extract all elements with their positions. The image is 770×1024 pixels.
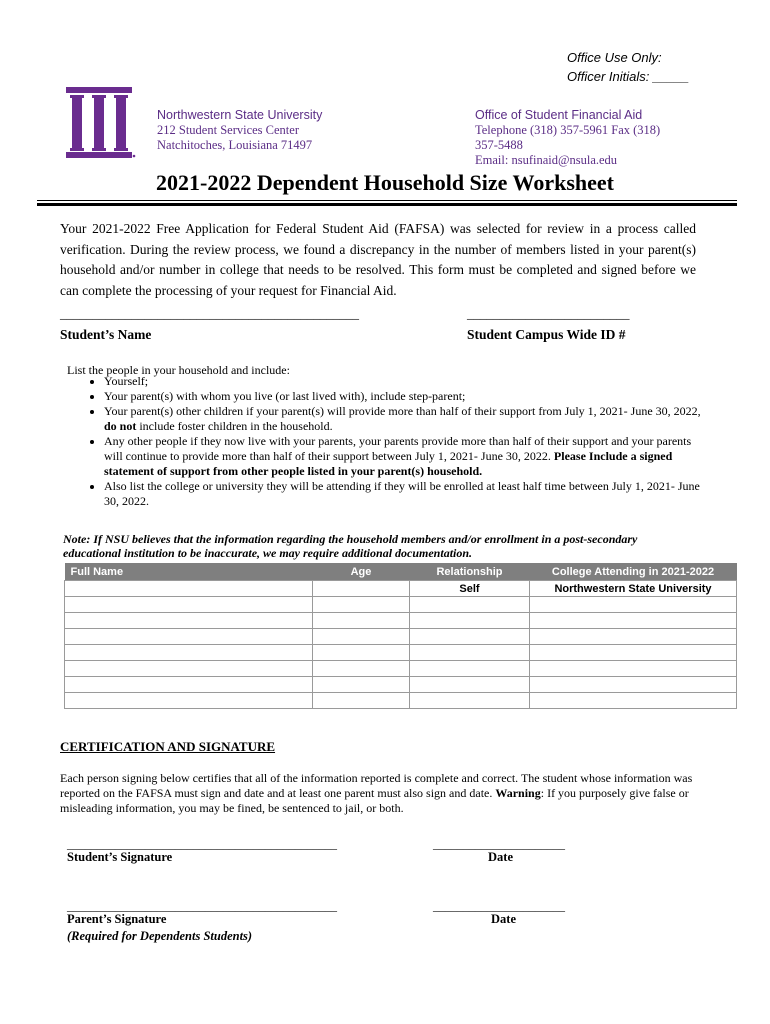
table-cell[interactable] — [313, 661, 410, 677]
university-address-line1: 212 Student Services Center — [157, 123, 299, 137]
table-cell[interactable] — [530, 677, 737, 693]
list-item-emphasis: do not — [104, 419, 137, 433]
list-item-emphasis: Please Include a signed statement of support from other people listed in your parent(s) household. — [104, 449, 673, 478]
parent-date-line[interactable]: ______________________ — [433, 899, 565, 913]
table-row — [65, 629, 737, 645]
columns-logo-icon — [66, 87, 136, 159]
table-row — [65, 645, 737, 661]
certification-text — [60, 771, 710, 816]
table-cell[interactable] — [410, 597, 530, 613]
list-item-text: include foster children in the household. — [139, 419, 333, 433]
col-header-age: Age — [313, 563, 410, 581]
certification-text-b: : If you purposely give false or misleading information, you may be fined, be sentenced to jail, or both. — [60, 786, 689, 815]
student-id-blank[interactable]: _________________________ — [467, 306, 630, 321]
student-date-line[interactable]: ______________________ — [433, 837, 565, 851]
financial-aid-email: Email: nsufinaid@nsula.edu — [475, 153, 618, 167]
page-title: 2021-2022 Dependent Household Size Worksheet — [156, 170, 614, 195]
table-cell[interactable] — [410, 613, 530, 629]
table-cell[interactable] — [65, 661, 313, 677]
table-cell[interactable] — [65, 677, 313, 693]
certification-text-a: Each person signing below certifies that all of the information reported is complete and correct. The student whose information was reported on the FAFSA must sign and date and at least one parent must also sign and date. — [60, 771, 693, 800]
table-cell[interactable] — [530, 613, 737, 629]
table-cell[interactable] — [65, 645, 313, 661]
office-use-label: Office Use Only: — [567, 50, 662, 65]
office-use-block — [567, 48, 689, 86]
university-block — [157, 108, 322, 153]
table-cell[interactable] — [530, 661, 737, 677]
table-cell[interactable] — [65, 629, 313, 645]
table-cell[interactable] — [410, 661, 530, 677]
student-name-blank[interactable]: ______________________________________________ — [60, 306, 359, 321]
student-date-label: Date — [488, 850, 513, 864]
list-item — [104, 479, 704, 509]
financial-aid-title: Office of Student Financial Aid — [475, 108, 643, 122]
table-cell[interactable] — [313, 597, 410, 613]
cell-age[interactable] — [313, 581, 410, 597]
cell-full-name[interactable] — [65, 581, 313, 597]
verification-note: Note: If NSU believes that the information regarding the household members and/or enrollment in a post-secondary educational institution to be inaccurate, we may require additional documentation. — [63, 532, 638, 560]
table-cell[interactable] — [65, 597, 313, 613]
officer-initials-label: Officer Initials: — [567, 69, 650, 84]
table-cell[interactable] — [530, 629, 737, 645]
table-row — [65, 613, 737, 629]
table-cell[interactable] — [313, 693, 410, 709]
officer-initials-blank: _____ — [652, 69, 690, 84]
table-header-row — [65, 563, 737, 581]
student-signature-line[interactable]: _____________________________________________ — [67, 837, 337, 851]
table-cell[interactable] — [410, 629, 530, 645]
title-rule-thick — [37, 203, 737, 206]
parent-signature-label: Parent’s Signature — [67, 912, 167, 926]
table-row — [65, 677, 737, 693]
list-item-text: Yourself; — [104, 374, 149, 388]
warning-label: Warning — [495, 786, 541, 800]
student-signature-label: Student’s Signature — [67, 850, 173, 864]
list-item-text: Also list the college or university they will be attending if they will be enrolled at least half time between July 1, 2021- June 30, 2022. — [104, 479, 700, 508]
list-item — [104, 389, 704, 404]
col-header-relationship: Relationship — [410, 563, 530, 581]
table-cell[interactable] — [65, 693, 313, 709]
university-address-line2: Natchitoches, Louisiana 71497 — [157, 138, 313, 152]
list-item — [104, 404, 704, 434]
parent-signature-line[interactable]: _____________________________________________ — [67, 899, 337, 913]
student-name-label: Student’s Name — [60, 327, 152, 342]
household-list-intro: List the people in your household and include: — [67, 363, 290, 377]
table-cell[interactable] — [65, 613, 313, 629]
table-cell[interactable] — [410, 677, 530, 693]
list-item-text: Any other people if they now live with your parents, your parents provide more than half of their support and your parents will continue to provide more than half of their support between July 1, 2021- June 30, 2022. — [104, 434, 692, 463]
university-name: Northwestern State University — [157, 108, 323, 122]
table-row — [65, 693, 737, 709]
cell-relationship[interactable]: Self — [410, 581, 530, 597]
list-item-text: Your parent(s) other children if your parent(s) will provide more than half of their support from July 1, 2021- June 30, 2022, — [104, 404, 701, 418]
household-instructions-list — [82, 374, 704, 509]
table-row — [65, 661, 737, 677]
table-cell[interactable] — [410, 693, 530, 709]
nsu-columns-logo — [66, 87, 136, 159]
col-header-college: College Attending in 2021-2022 — [530, 563, 737, 581]
list-item-text: Your parent(s) with whom you live (or last lived with), include step-parent; — [104, 389, 466, 403]
financial-aid-block — [475, 108, 675, 168]
student-id-label: Student Campus Wide ID # — [467, 327, 626, 342]
table-cell[interactable] — [530, 597, 737, 613]
title-rule-thin — [37, 200, 737, 201]
table-row — [65, 597, 737, 613]
officer-initials-line — [567, 67, 689, 86]
table-row — [65, 581, 737, 597]
table-cell[interactable] — [313, 613, 410, 629]
list-item — [104, 374, 704, 389]
parent-date-label: Date — [491, 912, 516, 926]
table-cell[interactable] — [313, 677, 410, 693]
household-members-table — [64, 563, 737, 709]
financial-aid-phone: Telephone (318) 357-5961 Fax (318) 357-5488 — [475, 123, 661, 152]
cell-college[interactable]: Northwestern State University — [530, 581, 737, 597]
table-cell[interactable] — [410, 645, 530, 661]
table-cell[interactable] — [530, 693, 737, 709]
table-cell[interactable] — [313, 629, 410, 645]
intro-paragraph: Your 2021-2022 Free Application for Federal Student Aid (FAFSA) was selected for review in a process called verification. During the review process, we found a discrepancy in the number of members listed in your parent(s) household and/or number in college that needs to be resolved. This form must be completed and signed before we can complete the processing of your request for Financial Aid. — [60, 221, 696, 298]
col-header-full-name: Full Name — [65, 563, 313, 581]
table-cell[interactable] — [313, 645, 410, 661]
certification-heading: CERTIFICATION AND SIGNATURE — [60, 739, 276, 754]
table-cell[interactable] — [530, 645, 737, 661]
list-item — [104, 434, 704, 479]
parent-signature-note: (Required for Dependents Students) — [67, 929, 253, 943]
